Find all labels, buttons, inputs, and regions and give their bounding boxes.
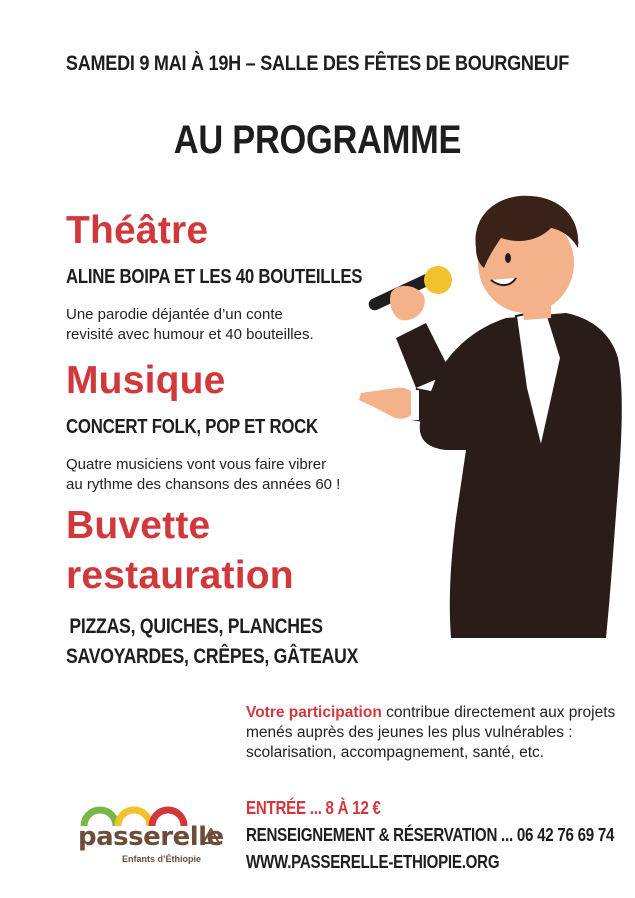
ear	[553, 256, 569, 280]
pointing-hand	[359, 388, 416, 419]
cuff	[411, 390, 419, 420]
participation-highlight: Votre participation	[246, 704, 382, 721]
description-line: revisité avec humour et 40 bouteilles.	[66, 326, 314, 343]
logo-tagline: Enfants d’Éthiopie	[122, 854, 202, 864]
description-line: Une parodie déjantée d’un conte	[66, 306, 283, 323]
description-line: au rythme des chansons des années 60 !	[66, 476, 341, 493]
section-title-restauration: restauration	[66, 554, 294, 597]
participation-rest: contribue directement aux projets menés auprès des jeunes les plus vulnérables : scolarisation, accompagnement, santé, etc.	[246, 704, 616, 761]
event-date-location: SAMEDI 9 MAI À 19H – SALLE DES FÊTES DE BOURGNEUF	[65, 52, 570, 75]
participation-text	[246, 703, 616, 763]
section-title-theatre: Théâtre	[66, 209, 209, 252]
section-title-musique: Musique	[66, 359, 226, 402]
program-title: AU PROGRAMME	[173, 118, 462, 162]
website-link[interactable]: WWW.PASSERELLE-ETHIOPIE.ORG	[246, 852, 500, 872]
entry-price: ENTRÉE ... 8 À 12 €	[246, 798, 381, 818]
hand-on-microphone	[390, 286, 425, 321]
microphone-head	[424, 266, 452, 294]
passerelle-logo	[78, 800, 228, 870]
food-items	[66, 612, 358, 672]
reservation-phone: RENSEIGNEMENT & RÉSERVATION ... 06 42 76 69 74	[246, 825, 615, 845]
eye	[505, 253, 511, 263]
section-description-theatre	[66, 305, 314, 345]
food-items-line: SAVOYARDES, CRÊPES, GÂTEAUX	[66, 645, 359, 668]
section-title-buvette: Buvette	[66, 504, 211, 547]
logo-hut-icon	[202, 828, 220, 846]
section-subtitle-theatre: ALINE BOIPA ET LES 40 BOUTEILLES	[66, 266, 363, 288]
logo-name: passerelle	[78, 822, 224, 852]
description-line: Quatre musiciens vont vous faire vibrer	[66, 456, 327, 473]
suit	[420, 313, 622, 638]
section-subtitle-musique: CONCERT FOLK, POP ET ROCK	[66, 416, 318, 438]
section-description-musique	[66, 455, 340, 495]
food-items-line: PIZZAS, QUICHES, PLANCHES	[69, 615, 323, 638]
singer-with-microphone-illustration	[356, 188, 626, 638]
